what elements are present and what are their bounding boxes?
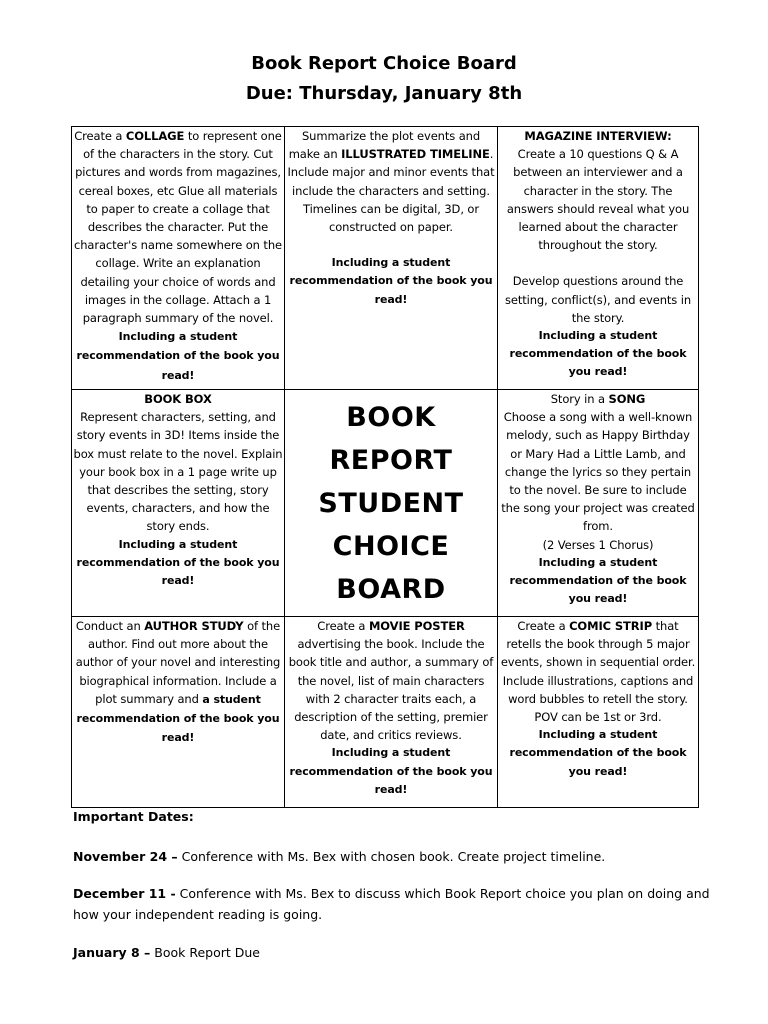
date-label: November 24 – [73, 849, 178, 864]
timeline-recommendation: Including a student recommendation of the book you read! [289, 256, 493, 306]
magazine-cell [498, 127, 699, 390]
page-title: Book Report Choice Board [251, 53, 517, 74]
board-title-line: REPORT [329, 444, 453, 476]
comic-keyword: COMIC STRIP [569, 619, 653, 633]
board-title-line: BOOK [346, 401, 436, 433]
date-item [73, 846, 733, 867]
date-text: Conference with Ms. Bex with chosen book. Create project timeline. [177, 849, 606, 864]
magazine-keyword: MAGAZINE INTERVIEW: [524, 129, 672, 143]
date-item [73, 942, 733, 963]
timeline-text: . Include major and minor events that include the characters and setting. Timelines can be digital, 3D, or constructed on paper. [287, 147, 495, 235]
board-title-line: BOARD [336, 573, 446, 605]
song-recommendation: Including a student recommendation of the book you read! [509, 555, 687, 606]
bookbox-cell [72, 390, 285, 617]
date-label: January 8 – [73, 945, 151, 960]
comic-text: that retells the book through 5 major events, shown in sequential order. Include illustrations, captions and word bubbles to retell the story. [500, 619, 696, 706]
comic-cell [498, 617, 699, 808]
comic-prefix: Create a [517, 619, 570, 633]
timeline-cell [285, 127, 498, 390]
choice-board [71, 126, 699, 808]
author-text: of the author. Find out more about the author of your novel and interesting biographical information. Include a plot summary and [75, 619, 281, 706]
board-title-line: CHOICE [332, 530, 450, 562]
collage-text: to represent one of the characters in the story. Cut pictures and words from magazines, cereal boxes, etc Glue all materials to paper to create a collage that describes the character. Put the character's name somewhere on the collage. Write an explanation detailing your choice of words and images in the collage. Attach a 1 paragraph summary of the novel. [74, 129, 282, 326]
date-label: December 11 - [73, 886, 176, 901]
magazine-text-2: Develop questions around the setting, conflict(s), and events in the story. [504, 274, 692, 325]
board-title-cell [285, 390, 498, 617]
timeline-prefix: Summarize the plot events and make an [288, 129, 481, 162]
magazine-text: Create a 10 questions Q & A between an interviewer and a character in the story. The answers should reveal what you learned about the character throughout the story. [506, 147, 690, 253]
poster-prefix: Create a [317, 619, 369, 633]
poster-recommendation: Including a student recommendation of the book you read! [289, 746, 493, 796]
author-cell [72, 617, 285, 808]
song-verses: (2 Verses 1 Chorus) [542, 537, 654, 552]
board-title-line: STUDENT [318, 487, 464, 519]
date-text: Conference with Ms. Bex to discuss which Book Report choice you plan on doing and how your independent reading is going. [73, 886, 710, 922]
collage-keyword: COLLAGE [125, 129, 185, 143]
bookbox-recommendation: Including a student recommendation of the book you read! [76, 537, 280, 588]
bookbox-keyword: BOOK BOX [144, 392, 212, 406]
poster-keyword: MOVIE POSTER [368, 619, 465, 633]
song-text: Choose a song with a well-known melody, such as Happy Birthday or Mary Had a Little Lamb, and change the lyrics so they pertain to the novel. Be sure to include the song your project was created from. [501, 410, 695, 534]
collage-prefix: Create a [74, 129, 126, 143]
song-prefix: Story in a [550, 392, 609, 406]
poster-cell [285, 617, 498, 808]
poster-text: advertising the book. Include the book title and author, a summary of the novel, list of main characters with 2 character traits each, a description of the setting, premier date, and critics reviews. [288, 637, 494, 743]
song-keyword: SONG [608, 392, 646, 406]
important-dates-heading [73, 806, 733, 827]
comic-pov: POV can be 1st or 3rd. [534, 710, 662, 725]
date-item [73, 883, 733, 925]
song-cell [498, 390, 699, 617]
collage-recommendation: Including a student recommendation of the book you read! [76, 330, 280, 382]
dates-heading-label: Important Dates: [73, 809, 194, 824]
author-recommendation: a student recommendation of the book you read! [76, 692, 280, 745]
comic-recommendation: Including a student recommendation of the book you read! [509, 728, 687, 778]
date-text: Book Report Due [150, 945, 261, 960]
collage-cell [72, 127, 285, 390]
bookbox-text: Represent characters, setting, and story events in 3D! Items inside the box must relate to the novel. Explain your book box in a 1 page write up that describes the setting, story events, characters, and how the story ends. [73, 410, 283, 534]
due-date: Due: Thursday, January 8th [245, 83, 523, 104]
author-keyword: AUTHOR STUDY [144, 619, 244, 633]
timeline-keyword: ILLUSTRATED TIMELINE [341, 147, 490, 162]
magazine-recommendation: Including a student recommendation of the book you read! [509, 329, 687, 379]
author-prefix: Conduct an [75, 619, 145, 633]
